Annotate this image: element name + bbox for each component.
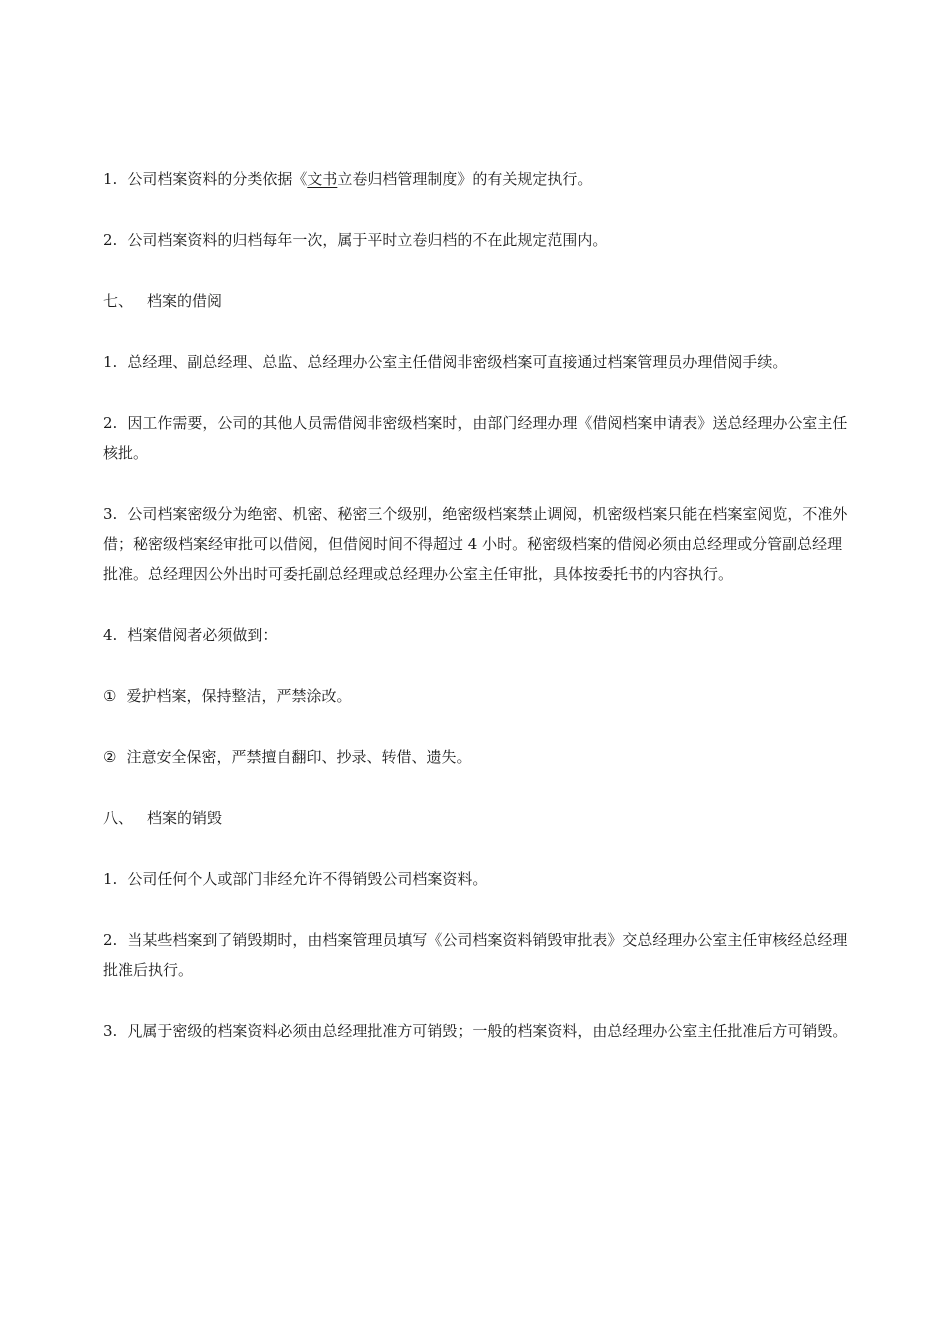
paragraph-text: 因工作需要，公司的其他人员需借阅非密级档案时，由部门经理办理《借阅档案申请表》送总经理办公室主任核批。 xyxy=(103,414,848,462)
paragraph-text: 档案借阅者必须做到： xyxy=(127,626,278,644)
paragraph-text-post: 立卷归档管理制度》的有关规定执行。 xyxy=(337,170,593,188)
section-title: 档案的销毁 xyxy=(147,809,223,827)
list-item-security xyxy=(103,742,848,772)
item-number: 1. xyxy=(103,170,118,188)
paragraph-text-pre: 公司档案资料的分类依据《 xyxy=(127,170,308,188)
paragraph-borrower-duties xyxy=(103,620,848,650)
item-number: 1. xyxy=(103,870,118,888)
paragraph-destroy-permission xyxy=(103,864,848,894)
item-number: 1. xyxy=(103,353,118,371)
paragraph-classification xyxy=(103,164,848,194)
paragraph-text: 公司档案密级分为绝密、机密、秘密三个级别，绝密级档案禁止调阅，机密级档案只能在档案室阅览，不准外借；秘密级档案经审批可以借阅，但借阅时间不得超过 4 小时。秘密级档案的借阅必须由总经理或分管副总经理批准。总经理因公外出时可委托副总经理或总经理办公室主任审批，具体按委托书的内容执行。 xyxy=(103,505,848,583)
paragraph-text: 公司任何个人或部门非经允许不得销毁公司档案资料。 xyxy=(127,870,488,888)
paragraph-secrecy-levels xyxy=(103,499,848,589)
circled-number: ① xyxy=(103,687,117,705)
section-heading-destruction xyxy=(103,803,848,833)
paragraph-text: 总经理、副总经理、总监、总经理办公室主任借阅非密级档案可直接通过档案管理员办理借阅手续。 xyxy=(127,353,788,371)
paragraph-archiving xyxy=(103,225,848,255)
section-number: 八、 xyxy=(103,809,134,827)
paragraph-borrow-others xyxy=(103,408,848,468)
item-number: 2. xyxy=(103,931,118,949)
paragraph-borrow-executives xyxy=(103,347,848,377)
section-number: 七、 xyxy=(103,292,134,310)
paragraph-text: 注意安全保密，严禁擅自翻印、抄录、转借、遗失。 xyxy=(126,748,472,766)
item-number: 3. xyxy=(103,505,118,523)
paragraph-text: 公司档案资料的归档每年一次，属于平时立卷归档的不在此规定范围内。 xyxy=(127,231,608,249)
paragraph-destroy-approval xyxy=(103,1016,848,1046)
section-heading-borrowing xyxy=(103,286,848,316)
circled-number: ② xyxy=(103,748,117,766)
document-body xyxy=(103,164,848,1077)
item-number: 4. xyxy=(103,626,118,644)
item-number: 3. xyxy=(103,1022,118,1040)
underlined-term: 文书 xyxy=(307,170,338,188)
section-title: 档案的借阅 xyxy=(147,292,223,310)
item-number: 2. xyxy=(103,414,118,432)
paragraph-destroy-procedure xyxy=(103,925,848,985)
item-number: 2. xyxy=(103,231,118,249)
paragraph-text: 爱护档案，保持整洁，严禁涂改。 xyxy=(126,687,352,705)
list-item-care xyxy=(103,681,848,711)
paragraph-text: 凡属于密级的档案资料必须由总经理批准方可销毁；一般的档案资料，由总经理办公室主任批准后方可销毁。 xyxy=(127,1022,848,1040)
paragraph-text: 当某些档案到了销毁期时，由档案管理员填写《公司档案资料销毁审批表》交总经理办公室主任审核经总经理批准后执行。 xyxy=(103,931,848,979)
